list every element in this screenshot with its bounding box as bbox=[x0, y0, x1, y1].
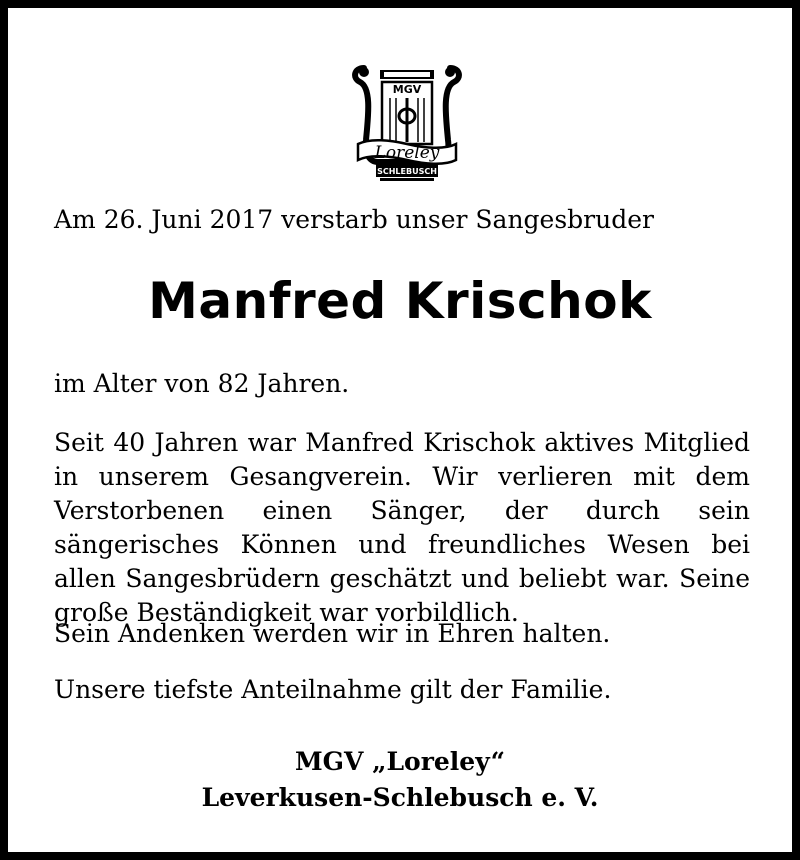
remembrance-line: Sein Andenken werden wir in Ehren halten. bbox=[54, 619, 611, 648]
signature-club-location: Leverkusen-Schlebusch e. V. bbox=[201, 783, 599, 812]
age-line: im Alter von 82 Jahren. bbox=[54, 369, 350, 398]
emblem-place-text: SCHLEBUSCH bbox=[377, 167, 437, 176]
condolence-line: Unsere tiefste Anteilnahme gilt der Familie. bbox=[54, 675, 612, 704]
emblem-name-text: Loreley bbox=[374, 143, 440, 163]
deceased-name: Manfred Krischok bbox=[148, 272, 652, 330]
signature-club-name: MGV „Loreley“ bbox=[294, 747, 506, 776]
intro-line: Am 26. Juni 2017 verstarb unser Sangesbruder bbox=[54, 205, 654, 234]
tribute-paragraph: Seit 40 Jahren war Manfred Krischok aktives Mitglied in unserem Gesangverein. Wir verlieren mit dem Verstorbenen einen Sänger, der durch sein sängerisches Können und freundliches Wesen bei allen Sangesbrüdern geschätzt und beliebt war. Seine große Beständigkeit war vorbildlich. bbox=[54, 428, 750, 627]
emblem-top-text: MGV bbox=[392, 83, 422, 96]
signature-block bbox=[8, 744, 792, 816]
mgv-loreley-lyre-logo bbox=[350, 58, 464, 184]
